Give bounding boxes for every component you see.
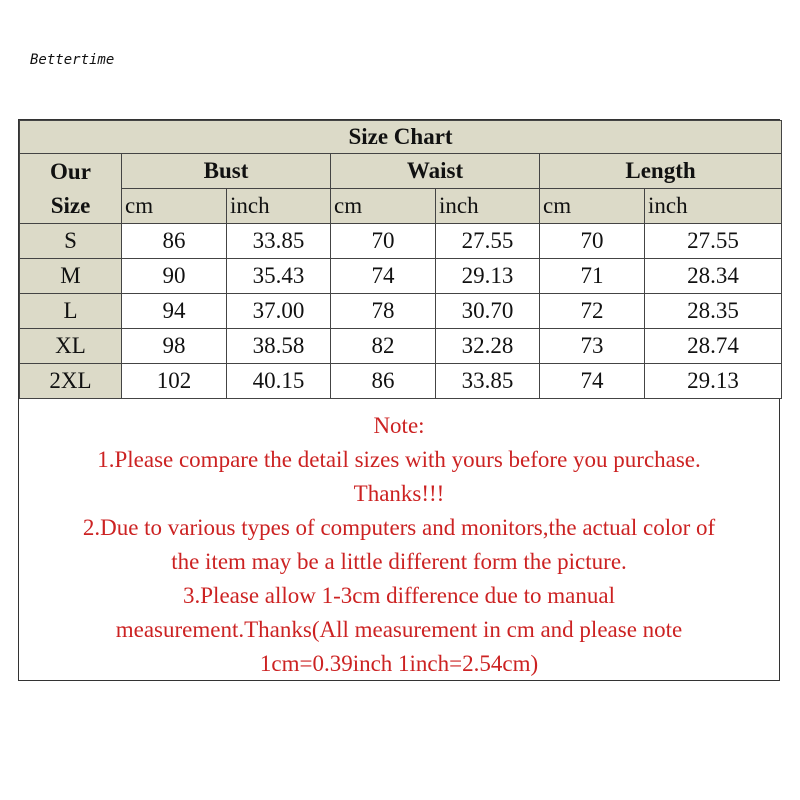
size-label-cell: S — [20, 224, 122, 259]
measure-cell-waist-in: 29.13 — [436, 259, 540, 294]
size-row — [20, 259, 782, 294]
our-size-label-line2: Size — [50, 192, 91, 218]
measure-cell-bust-in: 38.58 — [227, 329, 331, 364]
size-rows — [20, 224, 782, 399]
unit-length-inch: inch — [645, 189, 782, 224]
measure-cell-bust-cm: 86 — [122, 224, 227, 259]
measure-cell-waist-cm: 70 — [331, 224, 436, 259]
measure-cell-waist-cm: 78 — [331, 294, 436, 329]
measure-cell-waist-cm: 74 — [331, 259, 436, 294]
note-line: Thanks!!! — [353, 481, 445, 506]
note-line: measurement.Thanks(All measurement in cm and please note — [115, 617, 683, 642]
note-line: 1.Please compare the detail sizes with yours before you purchase. — [97, 447, 701, 472]
measure-cell-bust-cm: 94 — [122, 294, 227, 329]
chart-title-row — [20, 121, 782, 154]
length-header: Length — [540, 154, 782, 189]
size-label-cell: XL — [20, 329, 122, 364]
size-row — [20, 224, 782, 259]
measure-cell-length-cm: 72 — [540, 294, 645, 329]
brand-logo-text: Bettertime — [30, 52, 115, 68]
unit-bust-inch: inch — [227, 189, 331, 224]
size-chart-table — [19, 120, 782, 399]
size-label-cell: M — [20, 259, 122, 294]
measure-cell-length-in: 28.35 — [645, 294, 782, 329]
size-chart-sheet — [18, 119, 780, 681]
measure-cell-bust-cm: 102 — [122, 364, 227, 399]
measure-cell-length-in: 29.13 — [645, 364, 782, 399]
measure-cell-waist-in: 27.55 — [436, 224, 540, 259]
size-row — [20, 364, 782, 399]
our-size-header — [20, 154, 122, 224]
notes-section — [19, 399, 779, 681]
measure-cell-length-in: 28.34 — [645, 259, 782, 294]
measure-cell-bust-in: 35.43 — [227, 259, 331, 294]
measure-cell-bust-cm: 90 — [122, 259, 227, 294]
measure-cell-bust-in: 33.85 — [227, 224, 331, 259]
size-label-cell: 2XL — [20, 364, 122, 399]
measure-cell-bust-in: 37.00 — [227, 294, 331, 329]
unit-waist-inch: inch — [436, 189, 540, 224]
measure-cell-length-cm: 71 — [540, 259, 645, 294]
measure-cell-waist-cm: 82 — [331, 329, 436, 364]
measure-cell-length-cm: 70 — [540, 224, 645, 259]
measure-cell-length-in: 28.74 — [645, 329, 782, 364]
measure-cell-bust-in: 40.15 — [227, 364, 331, 399]
unit-length-cm: cm — [540, 189, 645, 224]
measure-cell-waist-cm: 86 — [331, 364, 436, 399]
unit-header-row — [20, 189, 782, 224]
measure-cell-waist-in: 33.85 — [436, 364, 540, 399]
group-header-row — [20, 154, 782, 189]
measure-cell-waist-in: 30.70 — [436, 294, 540, 329]
note-line: the item may be a little different form the picture. — [171, 549, 627, 574]
note-line: 1cm=0.39inch 1inch=2.54cm) — [259, 651, 539, 676]
bust-header: Bust — [122, 154, 331, 189]
measure-cell-length-in: 27.55 — [645, 224, 782, 259]
unit-waist-cm: cm — [331, 189, 436, 224]
size-row — [20, 294, 782, 329]
size-label-cell: L — [20, 294, 122, 329]
size-row — [20, 329, 782, 364]
unit-bust-cm: cm — [122, 189, 227, 224]
notes-heading: Note: — [373, 413, 425, 438]
our-size-label-line1: Our — [50, 158, 91, 184]
measure-cell-bust-cm: 98 — [122, 329, 227, 364]
waist-header: Waist — [331, 154, 540, 189]
chart-title: Size Chart — [20, 121, 782, 154]
note-line: 2.Due to various types of computers and monitors,the actual color of — [82, 515, 716, 540]
note-line: 3.Please allow 1-3cm difference due to manual — [183, 583, 615, 608]
measure-cell-length-cm: 73 — [540, 329, 645, 364]
measure-cell-length-cm: 74 — [540, 364, 645, 399]
measure-cell-waist-in: 32.28 — [436, 329, 540, 364]
